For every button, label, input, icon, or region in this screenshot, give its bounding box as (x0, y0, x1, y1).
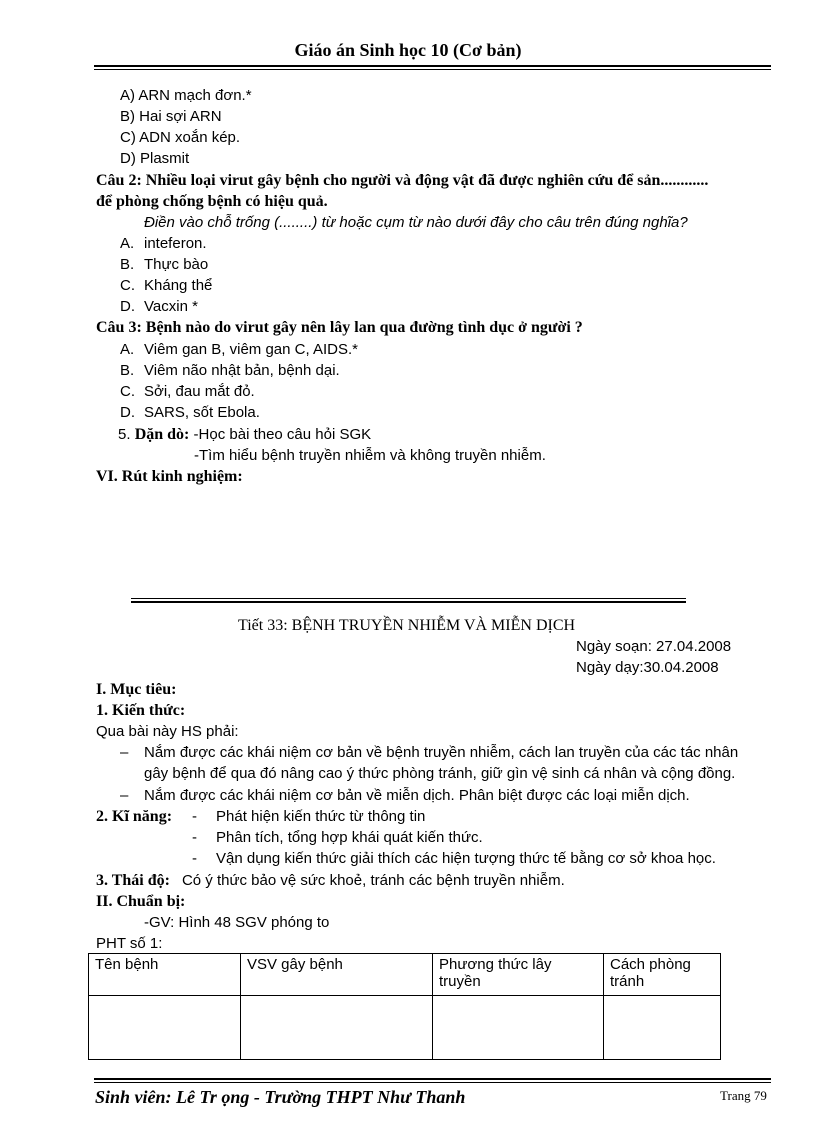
ki-nang-item-2: Phân tích, tổng hợp khái quát kiến thức. (216, 829, 483, 846)
q3-option-a (120, 341, 358, 358)
q1-option-b: B) Hai sợi ARN (120, 108, 222, 125)
thai-do-text: Có ý thức bảo vệ sức khoẻ, tránh các bệnh truyền nhiễm. (181, 872, 565, 889)
option-letter: B. (120, 256, 135, 273)
pht-label: PHT số 1: (96, 935, 163, 952)
dan-do-line2: -Tìm hiểu bệnh truyền nhiễm và không truyền nhiễm. (194, 447, 546, 464)
table-header-cell: Phương thức lây truyền (433, 954, 604, 996)
option-letter: D. (120, 404, 135, 421)
option-text: inteferon. (144, 235, 207, 252)
footer-rule-thin (94, 1082, 771, 1083)
q3-line (96, 319, 583, 337)
kien-thuc-heading: 1. Kiến thức: (96, 702, 186, 719)
q2-option-c (120, 277, 213, 294)
table-header-cell: Cách phòng tránh (604, 954, 721, 996)
option-letter: B. (120, 362, 135, 379)
q1-option-a: A) ARN mạch đơn.* (120, 87, 252, 104)
table-cell (433, 996, 604, 1060)
pht-table (88, 953, 721, 1060)
footer-rule-thick (94, 1078, 771, 1080)
ki-nang-bullet-1: - (192, 808, 197, 825)
option-letter: C. (120, 277, 135, 294)
option-text: SARS, sốt Ebola. (144, 404, 260, 421)
table-cell (604, 996, 721, 1060)
thai-do-heading: 3. Thái độ: (96, 872, 170, 889)
q2-option-d (120, 298, 198, 315)
header-rule-thick (94, 65, 771, 67)
section-rule-bottom (131, 601, 686, 603)
q3-label: Câu 3: (96, 319, 142, 336)
ki-nang-item-1: Phát hiện kiến thức từ thông tin (216, 808, 426, 825)
table-header-cell: Tên bệnh (89, 954, 241, 996)
option-text: Viêm gan B, viêm gan C, AIDS.* (144, 341, 358, 358)
ki-nang-heading: 2. Kĩ năng: (96, 808, 173, 825)
kien-thuc-bullet-1: – (120, 744, 129, 761)
option-text: Viêm não nhật bản, bệnh dại. (144, 362, 340, 379)
q3-text: Bệnh nào do virut gây nên lây lan qua đường tình dục ở người ? (145, 319, 583, 336)
option-text: Sởi, đau mắt đỏ. (144, 383, 255, 400)
q2-text1: Nhiều loại virut gây bệnh cho người và động vật đã được nghiên cứu để sản............ (145, 172, 709, 189)
kien-thuc-item1-line2: gây bệnh để qua đó nâng cao ý thức phòng tránh, giữ gìn vệ sinh cá nhân và cộng đồng. (144, 765, 736, 782)
kien-thuc-item1-line1: Nắm được các khái niệm cơ bản về bệnh truyền nhiễm, cách lan truyền của các tác nhân (144, 744, 739, 761)
ki-nang-item-3: Vận dụng kiến thức giải thích các hiện tượng thức tế bằng cơ sở khoa học. (216, 850, 716, 867)
table-header-cell: VSV gây bệnh (241, 954, 433, 996)
dan-do-number: 5. (118, 426, 131, 443)
lesson-title: Tiết 33: BỆNH TRUYỀN NHIỄM VÀ MIỄN DỊCH (238, 617, 576, 634)
page-number: Trang 79 (720, 1088, 767, 1103)
q2-instruction: Điền vào chỗ trống (........) từ hoặc cụm từ nào dưới đây cho câu trên đúng nghĩa? (144, 214, 688, 231)
option-text: Kháng thể (144, 277, 213, 294)
option-letter: A. (120, 341, 135, 358)
table-row (89, 996, 721, 1060)
q3-option-b (120, 362, 340, 379)
table-cell (241, 996, 433, 1060)
q2-line2: để phòng chống bệnh có hiệu quả. (96, 193, 328, 210)
table-header-row (89, 954, 721, 996)
ki-nang-bullet-2: - (192, 829, 197, 846)
dan-do-line1 (118, 426, 371, 444)
header-rule-thin (94, 69, 771, 70)
dan-do-label: Dặn dò: (134, 426, 190, 443)
ngay-day: Ngày dạy:30.04.2008 (576, 659, 719, 676)
table-cell (89, 996, 241, 1060)
q1-option-d: D) Plasmit (120, 150, 190, 167)
q2-option-a (120, 235, 207, 252)
option-letter: D. (120, 298, 135, 315)
thai-do-line (96, 872, 565, 890)
section-rule-top (131, 598, 686, 599)
kien-thuc-intro: Qua bài này HS phải: (96, 723, 239, 740)
page-header-title: Giáo án Sinh học 10 (Cơ bản) (294, 40, 522, 60)
rut-kinh-nghiem-heading: VI. Rút kinh nghiệm: (96, 468, 243, 485)
q3-option-d (120, 404, 260, 421)
q2-label: Câu 2: (96, 172, 142, 189)
chuan-bi-heading: II. Chuẩn bị: (96, 893, 186, 910)
q2-option-b (120, 256, 209, 273)
kien-thuc-item2: Nắm được các khái niệm cơ bản về miễn dịch. Phân biệt được các loại miễn dịch. (144, 787, 690, 804)
ngay-soan: Ngày soạn: 27.04.2008 (576, 638, 732, 655)
option-text: Vacxin * (144, 298, 198, 315)
q3-option-c (120, 383, 255, 400)
q1-option-c: C) ADN xoắn kép. (120, 129, 241, 146)
option-text: Thực bào (144, 256, 209, 273)
ki-nang-bullet-3: - (192, 850, 197, 867)
kien-thuc-bullet-2: – (120, 787, 129, 804)
option-letter: C. (120, 383, 135, 400)
chuan-bi-gv: -GV: Hình 48 SGV phóng to (144, 914, 330, 931)
dan-do-text1: -Học bài theo câu hỏi SGK (193, 426, 372, 443)
option-letter: A. (120, 235, 135, 252)
muc-tieu-heading: I. Mục tiêu: (96, 681, 177, 698)
q2-line1 (96, 172, 708, 190)
footer-author: Sinh viên: Lê Tr ọng - Trường THPT Như Thanh (95, 1087, 466, 1107)
